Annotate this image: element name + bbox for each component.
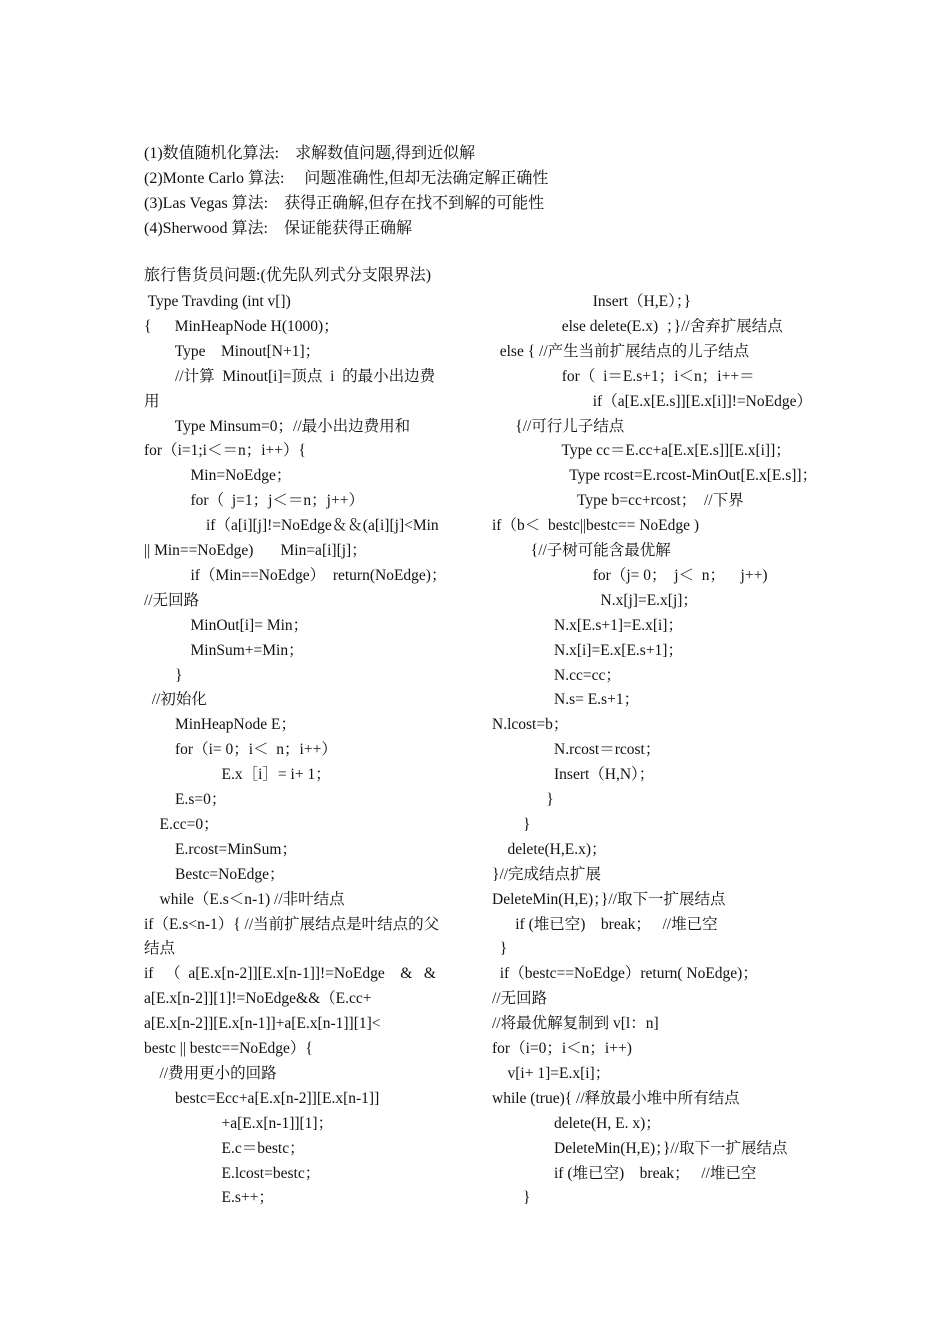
code-line: bestc || bestc==NoEdge）{	[144, 1040, 313, 1057]
code-line: for（j= 0； j＜ n； j++)	[492, 566, 768, 584]
code-line: //费用更小的回路	[144, 1064, 277, 1082]
code-line: DeleteMin(H,E)；}//取下一扩展结点	[492, 1139, 788, 1157]
code-line: }	[492, 791, 554, 808]
code-line: if（a[E.x[E.s]][E.x[i]]!=NoEdge）	[492, 392, 812, 410]
code-line: if (堆已空) break； //堆已空	[492, 1164, 757, 1182]
section-title: 旅行售货员问题:(优先队列式分支限界法)	[144, 267, 432, 284]
list-item: (1)数值随机化算法: 求解数值问题,得到近似解	[144, 145, 476, 162]
code-line: Type cc＝E.cc+a[E.x[E.s]][E.x[i]]；	[492, 442, 791, 460]
code-line: if（a[i][j]!=NoEdge＆＆(a[i][j]<Min	[144, 517, 439, 535]
code-line: delete(H, E. x)；	[492, 1114, 661, 1132]
code-line: a[E.x[n-2]][E.x[n-1]]+a[E.x[n-1]][1]<	[144, 1015, 381, 1033]
code-line: 结点	[144, 940, 176, 958]
code-line: }//完成结点扩展	[492, 865, 602, 883]
code-line: for（ j=1；j＜＝n；j++）	[144, 492, 364, 510]
code-line: Type Minout[N+1]；	[144, 342, 321, 360]
code-line: Bestc=NoEdge；	[144, 865, 285, 883]
code-line: for（i=0；i＜n；i++)	[492, 1040, 632, 1057]
code-line: Insert（H,N）；	[492, 766, 655, 784]
code-line: Type Travding (int v[])	[144, 293, 291, 310]
code-line: +a[E.x[n-1]][1]；	[144, 1114, 334, 1132]
code-line: for（i=1;i＜＝n；i++）{	[144, 442, 306, 460]
code-line: }	[144, 666, 183, 684]
code-line: for（ i＝E.s+1；i＜n；i++＝	[492, 367, 755, 385]
code-line: if（b＜ bestc||bestc== NoEdge )	[492, 517, 700, 535]
code-line: {//子树可能含最优解	[492, 542, 671, 559]
code-line: MinOut[i]= Min；	[144, 616, 309, 634]
code-line: E.c＝bestc；	[144, 1139, 305, 1157]
code-line: MinHeapNode E；	[144, 716, 296, 734]
code-line: else delete(E.x) ；}//舍弃扩展结点	[492, 317, 783, 335]
code-line: bestc=Ecc+a[E.x[n-2]][E.x[n-1]]	[144, 1089, 380, 1107]
code-line: //初始化	[144, 691, 207, 709]
code-line: delete(H,E.x)；	[492, 840, 607, 858]
code-line: //计算 Minout[i]=顶点 i 的最小出边费	[144, 367, 436, 385]
code-line: //无回路	[144, 591, 200, 609]
code-line: //无回路	[492, 990, 548, 1008]
code-line: MinSum+=Min；	[144, 641, 304, 659]
code-line: if（Min==NoEdge） return(NoEdge)；	[144, 566, 447, 584]
code-line: while（E.s＜n-1) //非叶结点	[144, 890, 345, 908]
code-line: E.rcost=MinSum；	[144, 840, 297, 858]
code-line: N.rcost＝rcost；	[492, 741, 661, 759]
code-line: Type rcost=E.rcost-MinOut[E.x[E.s]]；	[492, 467, 818, 485]
list-item: (3)Las Vegas 算法: 获得正确解,但存在找不到解的可能性	[144, 195, 545, 212]
code-line: 用	[144, 392, 160, 410]
code-line: E.lcost=bestc；	[144, 1164, 321, 1182]
code-line: E.x［i］= i+ 1；	[144, 766, 331, 784]
code-line: N.cc=cc；	[492, 666, 621, 684]
code-line: if（E.s<n-1）{ //当前扩展结点是叶结点的父	[144, 915, 440, 933]
code-line: Min=NoEdge；	[144, 467, 292, 485]
code-line: Type Minsum=0；//最小出边费用和	[144, 417, 411, 435]
code-line: { MinHeapNode H(1000)；	[144, 317, 339, 335]
code-line: }	[492, 815, 531, 833]
code-line: else { //产生当前扩展结点的儿子结点	[492, 342, 750, 360]
code-line: N.x[j]=E.x[j]；	[492, 591, 698, 609]
code-line: v[i+ 1]=E.x[i]；	[492, 1064, 611, 1082]
code-line: N.s= E.s+1；	[492, 691, 640, 709]
code-line: N.x[i]=E.x[E.s+1]；	[492, 641, 683, 659]
code-line: {//可行儿子结点	[492, 417, 625, 435]
code-line: if（bestc==NoEdge）return( NoEdge)；	[492, 965, 758, 983]
code-line: N.lcost=b；	[492, 716, 569, 734]
code-line: for（i= 0；i＜ n；i++）	[144, 741, 337, 759]
code-line: E.s++；	[144, 1189, 274, 1207]
code-line: Insert（H,E）；}	[492, 293, 692, 310]
code-line: E.s=0；	[144, 791, 227, 808]
list-item: (4)Sherwood 算法: 保证能获得正确解	[144, 220, 412, 237]
code-line: N.x[E.s+1]=E.x[i]；	[492, 616, 683, 634]
code-line: //将最优解复制到 v[l：n]	[492, 1015, 659, 1033]
code-line: || Min==NoEdge) Min=a[i][j]；	[144, 542, 367, 559]
algorithm-types-list	[144, 141, 864, 241]
code-line: Type b=cc+rcost； //下界	[492, 492, 744, 510]
code-line: if (堆已空) break； //堆已空	[492, 915, 718, 933]
code-line: }	[492, 1189, 531, 1207]
code-line: E.cc=0；	[144, 815, 219, 833]
code-line: }	[492, 940, 508, 958]
list-item: (2)Monte Carlo 算法: 问题准确性,但却无法确定解正确性	[144, 170, 549, 187]
code-line: a[E.x[n-2]][1]!=NoEdge&&（E.cc+	[144, 990, 372, 1008]
code-line: DeleteMin(H,E)；}//取下一扩展结点	[492, 890, 726, 908]
code-line: while (true){ //释放最小堆中所有结点	[492, 1089, 740, 1107]
code-line: if （ a[E.x[n-2]][E.x[n-1]]!=NoEdge & &	[144, 965, 436, 983]
